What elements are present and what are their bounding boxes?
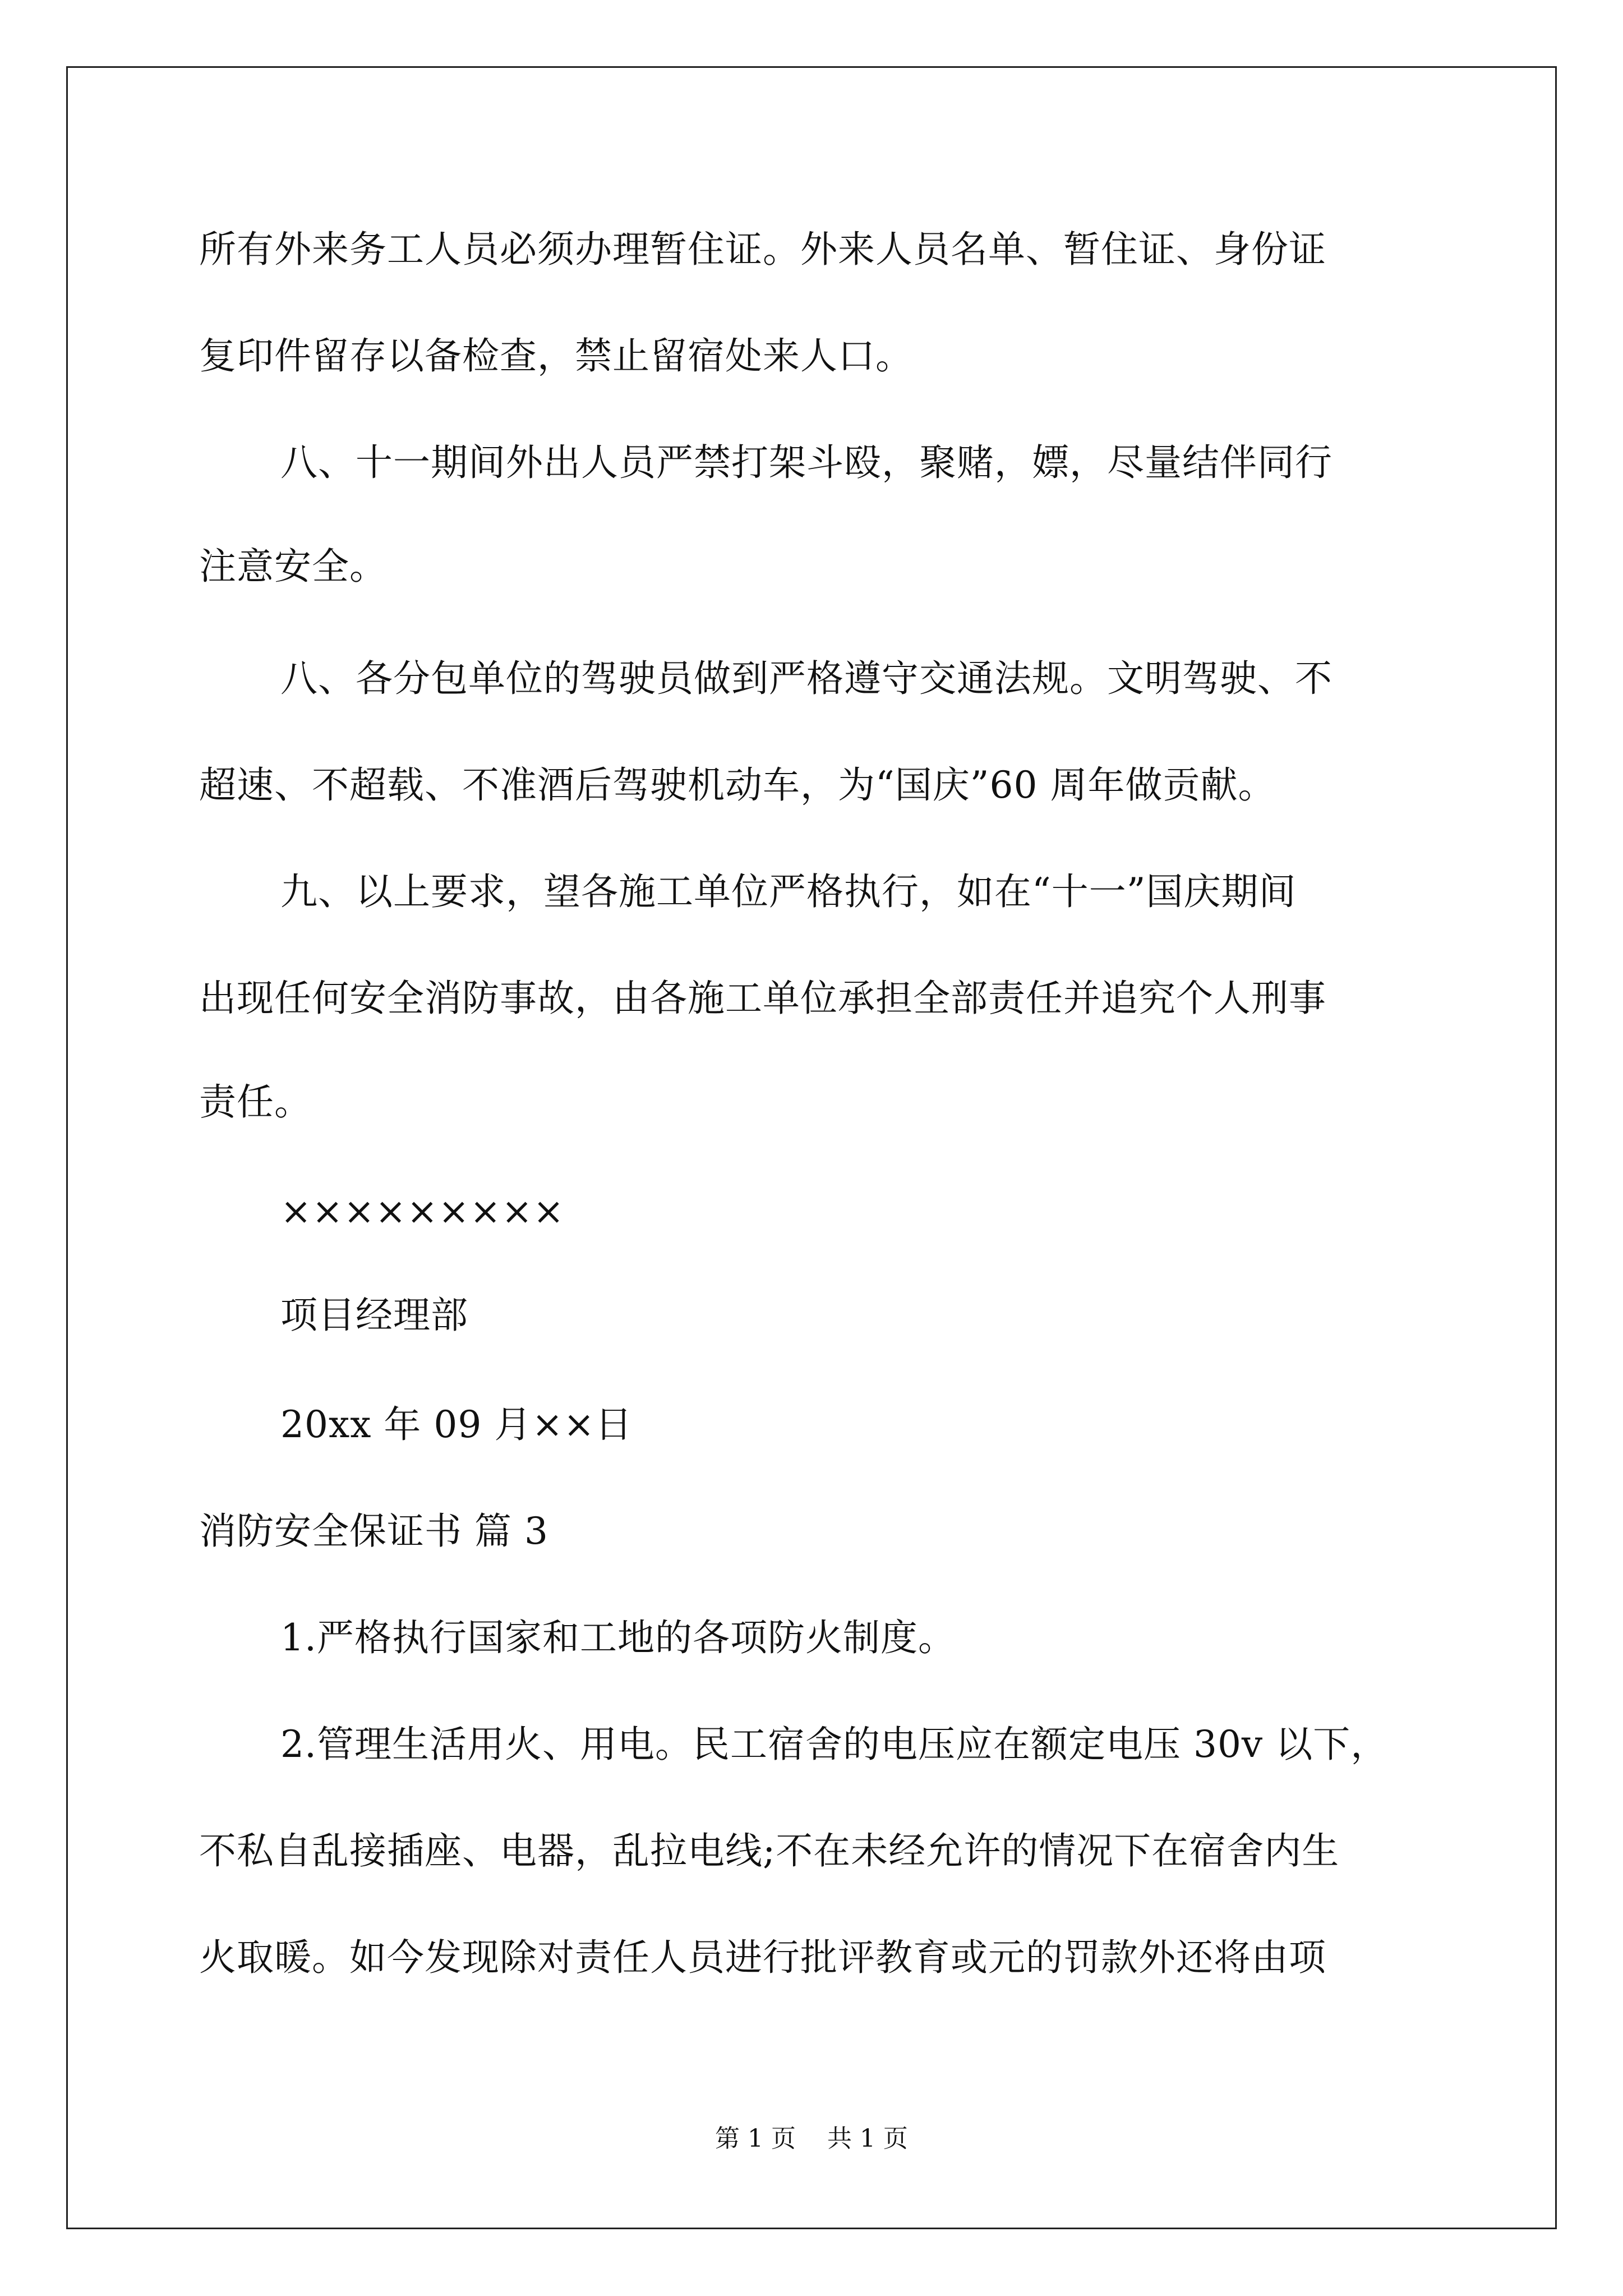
text-line: 责任。 [199,1080,312,1124]
page-footer: 第 1 页 共 1 页 [715,2124,908,2153]
signature-date: 20xx 年 09 月××日 [280,1403,633,1446]
text-line: 超速、不超载、不准酒后驾驶机动车，为“国庆”60 周年做贡献。 [199,763,1276,807]
signature-placeholder: ××××××××× [280,1190,565,1233]
text-line: 出现任何安全消防事故，由各施工单位承担全部责任并追究个人刑事 [199,977,1326,1020]
page-border [66,66,1557,2229]
text-line: 不私自乱接插座、电器，乱拉电线;不在未经允许的情况下在宿舍内生 [199,1829,1340,1872]
text-line: 2.管理生活用火、用电。民工宿舍的电压应在额定电压 30v 以下， [280,1723,1389,1766]
text-line: 八、各分包单位的驾驶员做到严格遵守交通法规。文明驾驶、不 [280,657,1332,700]
text-line: 所有外来务工人员必须办理暂住证。外来人员名单、暂住证、身份证 [199,228,1326,271]
text-line: 火取暖。如今发现除对责任人员进行批评教育或元的罚款外还将由项 [199,1936,1326,1979]
text-line: 1.严格执行国家和工地的各项防火制度。 [280,1616,956,1659]
text-line: 九、以上要求，望各施工单位严格执行，如在“十一”国庆期间 [280,870,1297,913]
section-heading: 消防安全保证书 篇 3 [199,1510,548,1553]
text-line: 八、十一期间外出人员严禁打架斗殴，聚赌，嫖，尽量结伴同行 [280,441,1332,484]
text-line: 注意安全。 [199,545,387,588]
text-line: 复印件留存以备检查，禁止留宿处来人口。 [199,334,913,378]
signature-department: 项目经理部 [280,1294,468,1337]
